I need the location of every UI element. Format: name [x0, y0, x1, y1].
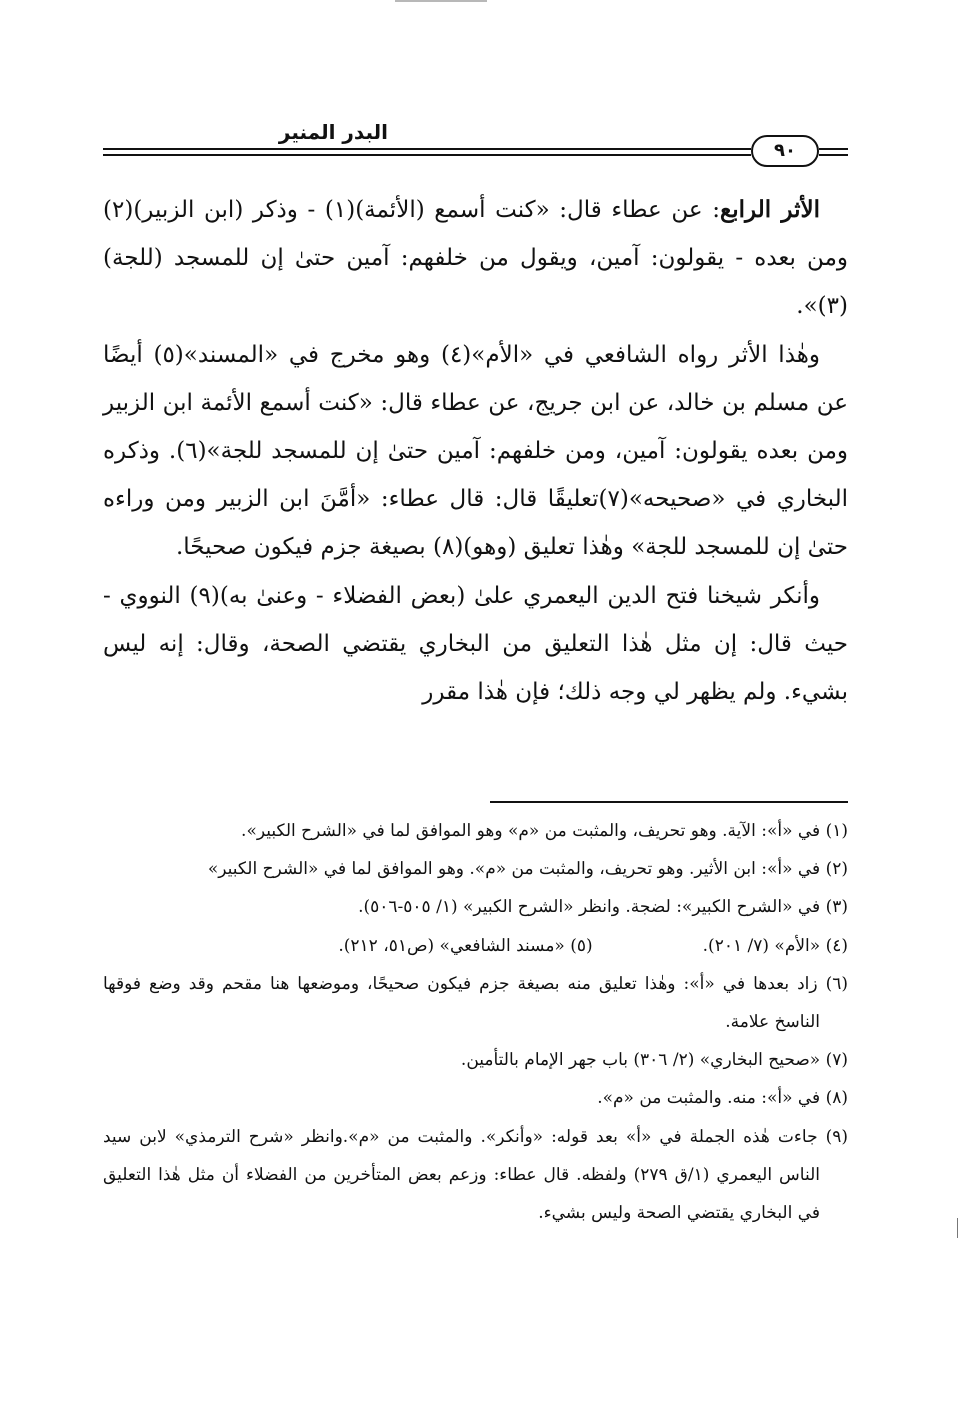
footnote-separator [490, 801, 848, 803]
footnote: (٨) في «أ»: منه. والمثبت من «م». [597, 1088, 848, 1109]
header-rule [103, 154, 751, 156]
footnote: (٣) في «الشرح الكبير»: لضجة. وانظر «الشرح الكبير» (١/ ٥٠٥-٥٠٦). [358, 897, 848, 918]
top-edge-mark [395, 0, 487, 2]
paragraph [103, 331, 848, 572]
footnote: (٩) جاءت هٰذه الجملة في «أ» بعد قوله: «وأنكر». والمثبت من «م».وانظر «شرح الترمذي» لابن سيد الناس اليعمري (١/ق ٢٧٩) ولفظه. قال عطاء: وزعم بعض المتأخرين من الفضلاء أن مثل هٰذا التعليق في البخاري يقتضي الصحة وليس بشيء. [103, 1126, 848, 1224]
paragraph-text: وأنكر شيخنا فتح الدين اليعمري علىٰ (بعض الفضلاء - وعنىٰ به)(٩) النووي - حيث قال: إن مثل هٰذا التعليق من البخاري يقتضي الصحة، وقال: إنه ليس بشيء. ولم يظهر لي وجه ذلك؛ فإن هٰذا مقرر [103, 582, 848, 706]
page-header [103, 118, 848, 178]
page-number: ٩٠ [751, 135, 819, 167]
footnote: (٥) «مسند الشافعي» (ص٥١، ٢١٢). [338, 935, 593, 956]
footnote: (٧) «صحيح البخاري» (٢/ ٣٠٦) باب جهر الإمام بالتأمين. [460, 1050, 848, 1071]
footnote-row [103, 927, 848, 965]
footnote: (٤) «الأم» (٧/ ٢٠١). [702, 935, 848, 956]
footnote: (١) في «أ»: الآية. وهو تحريف، والمثبت من «م» وهو الموافق لما في «الشرح الكبير». [241, 821, 848, 841]
running-title: البدر المنير [278, 120, 388, 144]
paragraph [103, 186, 848, 331]
footnote: (٢) في «أ»: ابن الأثير. وهو تحريف، والمثبت من «م». وهو الموافق لما في «الشرح الكبير» [207, 859, 848, 880]
footnotes [103, 812, 848, 1232]
header-rule [819, 148, 848, 150]
main-text [103, 186, 848, 716]
header-rule [103, 148, 751, 150]
footnote: (٦) زاد بعدها في «أ»: وهٰذا تعليق منه بصيغة جزم فيكون صحيحًا، وموضعها هنا مقحم وقد وضع فوقها الناسخ علامة. [103, 973, 848, 1033]
paragraph [103, 572, 848, 717]
section-lead: الأثر الرابع [719, 196, 820, 223]
header-rule [819, 154, 848, 156]
paragraph-text: : عن عطاء قال: «كنت أسمع (الأئمة)(١) - وذكر (ابن الزبير)(٢) ومن بعده - يقولون: آمين، ويقول من خلفهم: آمين حتىٰ إن للمسجد (للجة)(٣)». [103, 197, 848, 320]
paragraph-text: وهٰذا الأثر رواه الشافعي في «الأم»(٤) وهو مخرج في «المسند»(٥) أيضًا عن مسلم بن خالد، عن ابن جريج، عن عطاء قال: «كنت أسمع الأئمة ابن الزبير ومن بعده يقولون: آمين، ومن خلفهم: آمين حتىٰ إن للمسجد للجة»(٦). وذكره البخاري في «صحيحه»(٧)تعليقًا قال: قال عطاء: «أمَّنَ ابن الزبير ومن وراءه حتىٰ إن للمسجد للجة» وهٰذا تعليق (وهو)(٨) بصيغة جزم فيكون صحيحًا. [103, 341, 849, 561]
margin-mark [957, 1218, 958, 1238]
